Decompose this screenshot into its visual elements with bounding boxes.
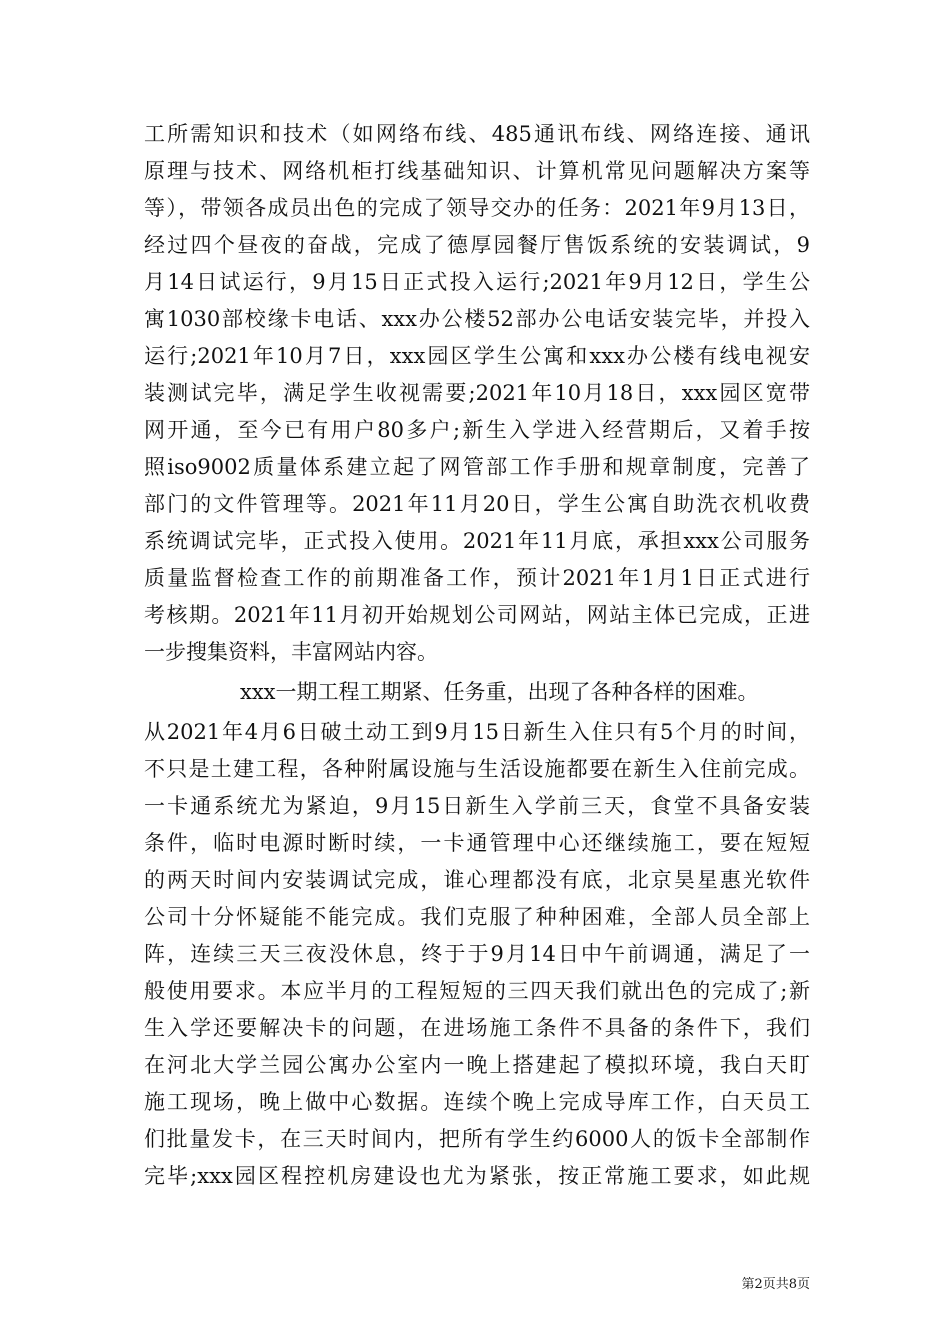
text-line: 工所需知识和技术（如网络布线、485通讯布线、网络连接、通讯 bbox=[144, 122, 810, 146]
text-line: 条件，临时电源时断时续，一卡通管理中心还继续施工，要在短短 bbox=[144, 831, 810, 855]
text-line: 的两天时间内安装调试完成，谁心理都没有底，北京昊星惠光软件 bbox=[144, 868, 810, 892]
text-line: 考核期。2021年11月初开始规划公司网站，网站主体已完成，正进 bbox=[144, 603, 810, 627]
text-line: 从2021年4月6日破土动工到9月15日新生入住只有5个月的时间， bbox=[144, 720, 810, 744]
text-line: 施工现场，晚上做中心数据。连续个晚上完成导库工作，白天员工 bbox=[144, 1090, 810, 1114]
text-line: 不只是土建工程，各种附属设施与生活设施都要在新生入住前完成。 bbox=[144, 757, 810, 781]
text-line: 们批量发卡，在三天时间内，把所有学生约6000人的饭卡全部制作 bbox=[144, 1127, 810, 1151]
text-line: 系统调试完毕，正式投入使用。2021年11月底，承担xxx公司服务 bbox=[144, 529, 810, 553]
text-line: 经过四个昼夜的奋战，完成了德厚园餐厅售饭系统的安装调试，9 bbox=[144, 233, 810, 257]
text-line: 般使用要求。本应半月的工程短短的三四天我们就出色的完成了;新 bbox=[144, 979, 810, 1003]
text-line: 一步搜集资料，丰富网站内容。 bbox=[144, 640, 438, 664]
text-line: 照iso9002质量体系建立起了网管部工作手册和规章制度，完善了 bbox=[144, 455, 810, 479]
text-line: 完毕;xxx园区程控机房建设也尤为紧张，按正常施工要求，如此规 bbox=[144, 1164, 810, 1188]
text-line: 网开通，至今已有用户80多户;新生入学进入经营期后，又着手按 bbox=[144, 418, 810, 442]
text-line: 在河北大学兰园公寓办公室内一晚上搭建起了模拟环境，我白天盯 bbox=[144, 1053, 810, 1077]
text-line: 寓1030部校缘卡电话、xxx办公楼52部办公电话安装完毕，并投入 bbox=[144, 307, 810, 331]
text-line: 月14日试运行，9月15日正式投入运行;2021年9月12日，学生公 bbox=[144, 270, 810, 294]
text-line: 质量监督检查工作的前期准备工作，预计2021年1月1日正式进行 bbox=[144, 566, 810, 590]
text-line: 一卡通系统尤为紧迫，9月15日新生入学前三天，食堂不具备安装 bbox=[144, 794, 810, 818]
page-number-footer: 第2页共8页 bbox=[741, 1277, 810, 1292]
text-line: 公司十分怀疑能不能完成。我们克服了种种困难，全部人员全部上 bbox=[144, 905, 810, 929]
text-line: 原理与技术、网络机柜打线基础知识、计算机常见问题解决方案等 bbox=[144, 159, 810, 183]
text-line: 等），带领各成员出色的完成了领导交办的任务：2021年9月13日， bbox=[144, 196, 810, 220]
text-line: 部门的文件管理等。2021年11月20日，学生公寓自助洗衣机收费 bbox=[144, 492, 810, 516]
text-line: 生入学还要解决卡的问题，在进场施工条件不具备的条件下，我们 bbox=[144, 1016, 810, 1040]
text-line: 运行;2021年10月7日，xxx园区学生公寓和xxx办公楼有线电视安 bbox=[144, 344, 810, 368]
paragraph-first-line: xxx一期工程工期紧、任务重，出现了各种各样的困难。 bbox=[240, 680, 759, 704]
text-line: 装测试完毕，满足学生收视需要;2021年10月18日，xxx园区宽带 bbox=[144, 381, 810, 405]
text-line: 阵，连续三天三夜没休息，终于于9月14日中午前调通，满足了一 bbox=[144, 942, 810, 966]
